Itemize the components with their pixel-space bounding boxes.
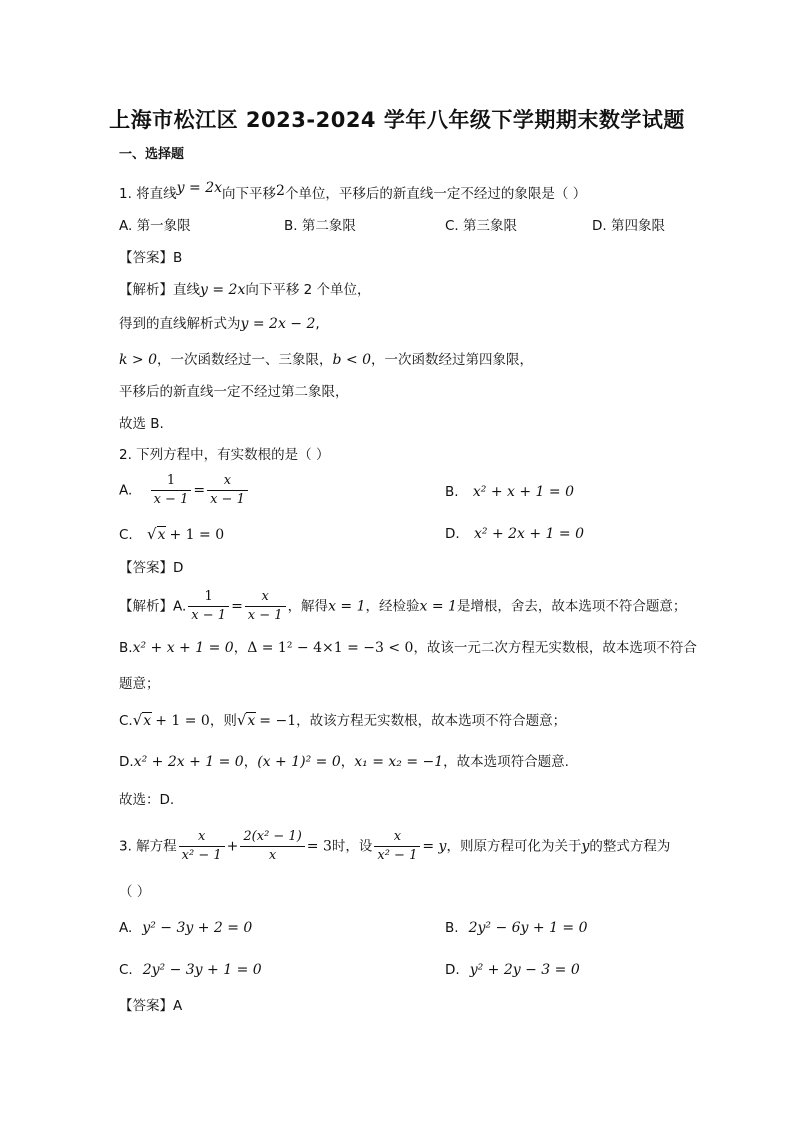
q2-analysis-b-cont: 题意； — [119, 676, 160, 692]
q2-option-a: A. $\frac{1}{x - 1}$ = $\frac{x}{x - 1}$ — [119, 472, 250, 509]
q2-option-b: B. x² + x + 1 = 0 — [445, 484, 574, 500]
q3-answer: 【答案】A — [119, 998, 183, 1014]
q1-option-d: D. 第四象限 — [592, 218, 665, 234]
q2-analysis-d: D.x² + 2x + 1 = 0，(x + 1)² = 0，x₁ = x₂ = −1，故本选项符合题意. — [119, 754, 569, 770]
q3-paren: （ ） — [119, 884, 151, 900]
q3-option-c: C. 2y² − 3y + 1 = 0 — [119, 962, 262, 978]
q3-option-a: A. y² − 3y + 2 = 0 — [119, 920, 253, 936]
q1-analysis-line-3: k > 0，一次函数经过一、三象限，b < 0，一次函数经过第四象限， — [119, 352, 534, 368]
question-1-stem: 1. 将直线y = 2x向下平移2个单位，平移后的新直线一定不经过的象限是（ ） — [119, 180, 587, 202]
q1-analysis-line-4: 平移后的新直线一定不经过第二象限， — [119, 384, 349, 400]
question-3-stem: 3. 解方程 $\frac{x}{\text{x² − 1}}$ + $\frac{\text{2(x² − 1)}}{x}$ = 3时，设 $\frac{x}{\text{x² − 1}}$ = y，则原方程可化为关于y的整式方程为 — [119, 829, 671, 863]
q1-analysis-line-2: 得到的直线解析式为y = 2x − 2, — [119, 316, 320, 332]
q3-option-b: B. 2y² − 6y + 1 = 0 — [445, 920, 588, 936]
q1-answer: 【答案】B — [119, 250, 183, 266]
q2-option-d: D. x² + 2x + 1 = 0 — [445, 526, 585, 542]
q1-option-a: A. 第一象限 — [119, 218, 191, 234]
q2-analysis-a: 【解析】A. $\frac{1}{x - 1}$ = $\frac{x}{x - 1}$ ，解得x = 1，经检验x = 1是增根，舍去，故本选项不符合题意； — [119, 589, 687, 623]
equation: y = 2x — [176, 180, 223, 196]
q3-option-d: D. y² + 2y − 3 = 0 — [445, 962, 580, 978]
q1-analysis-line-5: 故选 B. — [119, 416, 164, 432]
q1-analysis-line-1: 【解析】直线y = 2x向下平移 2 个单位， — [119, 282, 371, 298]
q1-option-b: B. 第二象限 — [284, 218, 356, 234]
q2-answer: 【答案】D — [119, 560, 184, 576]
question-2-stem: 2. 下列方程中，有实数根的是（ ） — [119, 447, 330, 463]
q2-option-c: C. √x + 1 = 0 — [119, 525, 225, 543]
q2-analysis-c: C.√x + 1 = 0，则√x = −1，故该方程无实数根，故本选项不符合题意； — [119, 711, 567, 729]
q1-option-c: C. 第三象限 — [445, 218, 518, 234]
q2-choose: 故选：D. — [119, 792, 175, 808]
q2-analysis-b: B.x² + x + 1 = 0，Δ = 1² − 4×1 = −3 < 0，故该一元二次方程无实数根，故本选项不符合 — [119, 640, 697, 656]
page-title: 上海市松江区 2023-2024 学年八年级下学期期末数学试题 — [109, 108, 685, 132]
section-heading: 一、选择题 — [119, 147, 185, 162]
